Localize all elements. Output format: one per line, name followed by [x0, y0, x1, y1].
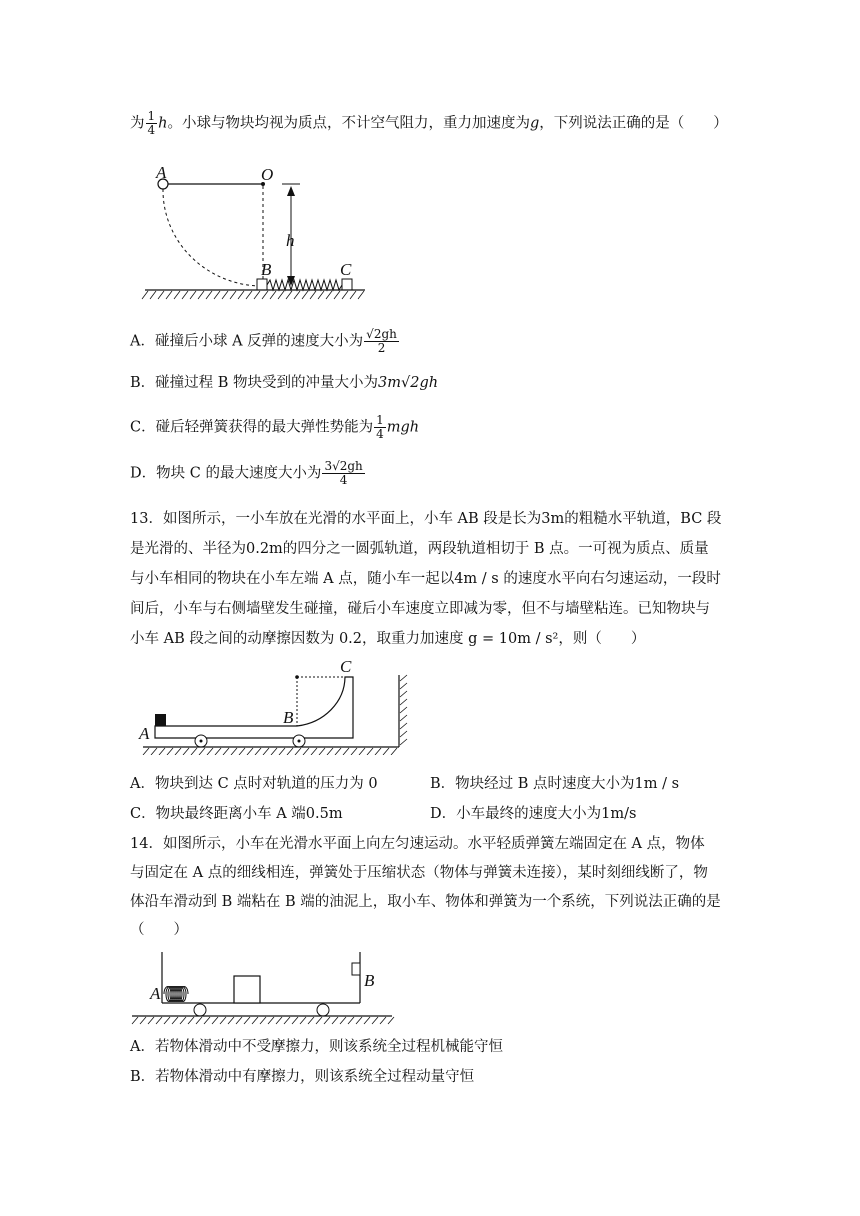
object-block — [234, 976, 260, 1003]
q14-line-2: 与固定在 A 点的细线相连，弹簧处于压缩状态（物体与弹簧未连接），某时刻细线断了，物 — [130, 865, 708, 881]
option-text: D．物块 C 的最大速度大小为 — [130, 465, 322, 482]
option-text: A．碰撞后小球 A 反弹的速度大小为 — [130, 333, 364, 350]
frac-num: 3√2gh — [324, 459, 363, 473]
q13-option-b: B．物块经过 B 点时速度大小为1m / s — [430, 776, 680, 792]
option-fraction — [364, 328, 399, 355]
car-body — [155, 677, 353, 738]
intro-suffix: 。小球与物块均视为质点，不计空气阻力，重力加速度为 — [167, 115, 530, 132]
q14-line-4: （ ） — [130, 922, 188, 938]
label-c: C — [340, 657, 352, 676]
option-text: C．碰后轻弹簧获得的最大弹性势能为 — [130, 419, 374, 436]
label-a: A — [150, 984, 161, 1003]
label-a: A — [139, 724, 150, 743]
option-expr: 3m√2gh — [378, 375, 439, 391]
wheel-left-hub — [200, 740, 203, 743]
frac-den: 4 — [376, 427, 384, 441]
q13-figure — [135, 655, 415, 755]
q13-line-4: 间后，小车与右侧墙壁发生碰撞，碰后小车速度立即减为零，但不与墙壁粘连。已知物块与 — [130, 601, 710, 617]
q12-option-d — [130, 460, 366, 487]
q14-line-3: 体沿车滑动到 B 端粘在 B 端的油泥上，取小车、物体和弹簧为一个系统，下列说法正确的是 — [130, 894, 721, 910]
small-block — [155, 714, 166, 726]
frac-num: 1 — [147, 109, 156, 123]
mud-b — [352, 963, 360, 975]
wall-hatch — [400, 675, 407, 745]
frac-num: 1 — [376, 413, 384, 427]
q13-line-3: 与小车相同的物块在小车左端 A 点，随小车一起以4m / s 的速度水平向右匀速运动，一段时 — [130, 571, 721, 587]
label-b: B — [283, 708, 294, 727]
q12-option-b — [130, 373, 438, 393]
frac-den: 2 — [377, 341, 386, 355]
dashed-arc — [163, 189, 258, 286]
wheel-right — [317, 1004, 329, 1016]
var-g: g — [529, 115, 540, 132]
q13-line-1: 13．如图所示，一小车放在光滑的水平面上，小车 AB 段是长为3m的粗糙水平轨道，BC 段 — [130, 511, 722, 527]
ground-hatch — [132, 1017, 394, 1024]
q13-option-c: C．物块最终距离小车 A 端0.5m — [130, 806, 343, 822]
frac-den: 4 — [339, 473, 348, 487]
ground-hatch — [142, 291, 364, 299]
point-top — [295, 675, 299, 679]
label-c: C — [340, 260, 352, 279]
h-arrow-up — [287, 186, 295, 196]
option-fraction — [374, 414, 386, 441]
wheel-left — [194, 1004, 206, 1016]
ground-hatch — [143, 748, 397, 755]
option-text: B．碰撞过程 B 物块受到的冲量大小为 — [130, 375, 379, 391]
spring — [164, 987, 188, 1002]
block-c — [342, 279, 352, 290]
fraction-one-quarter — [146, 110, 158, 137]
label-o: O — [261, 165, 274, 184]
intro-end: ，下列说法正确的是（ ） — [539, 115, 728, 132]
frac-num: √2gh — [366, 327, 397, 341]
block-b — [257, 279, 267, 290]
q13-option-a: A．物块到达 C 点时对轨道的压力为 0 — [130, 776, 378, 792]
label-b: B — [364, 971, 375, 990]
label-h: h — [286, 231, 295, 250]
label-a: A — [156, 163, 167, 182]
option-tail: mgh — [386, 419, 420, 436]
label-b: B — [261, 260, 272, 279]
frac-den: 4 — [147, 123, 156, 137]
option-fraction — [322, 460, 364, 487]
q14-figure — [130, 948, 410, 1028]
q12-option-a — [130, 328, 400, 355]
q14-line-1: 14．如图所示，小车在光滑水平面上向左匀速运动。水平轻质弹簧左端固定在 A 点，物体 — [130, 836, 705, 852]
wheel-right-hub — [298, 740, 301, 743]
q13-line-2: 是光滑的、半径为0.2m的四分之一圆弧轨道，两段轨道相切于 B 点。一可视为质点、质量 — [130, 541, 709, 557]
q12-option-c — [130, 414, 419, 441]
q14-option-b: B．若物体滑动中有摩擦力，则该系统全过程动量守恒 — [130, 1069, 475, 1085]
q12-intro — [130, 110, 728, 137]
q13-line-5: 小车 AB 段之间的动摩擦因数为 0.2，取重力加速度 g = 10m / s²，则（ ） — [130, 631, 646, 647]
spring — [267, 280, 342, 290]
q12-figure — [140, 162, 380, 302]
intro-prefix: 为 — [130, 115, 145, 132]
var-h: h — [158, 115, 168, 132]
q14-option-a: A．若物体滑动中不受摩擦力，则该系统全过程机械能守恒 — [130, 1039, 503, 1055]
q13-option-d: D．小车最终的速度大小为1m/s — [430, 806, 637, 822]
